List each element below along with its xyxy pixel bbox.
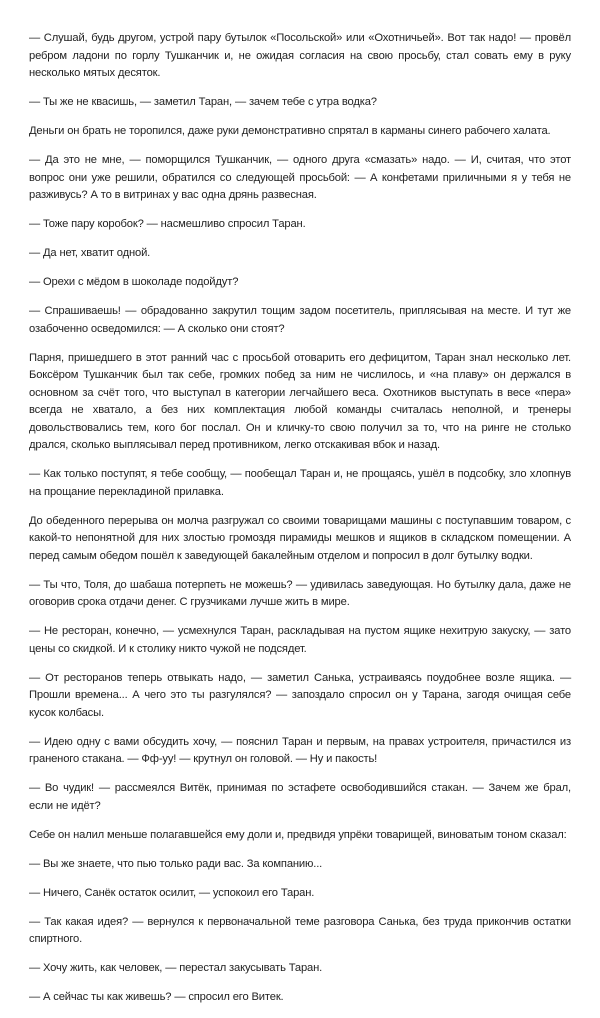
paragraph: — Слушай, будь другом, устрой пару бутылок «Посольской» или «Охотничьей». Вот так надо! — провёл ребром ладони по горлу Тушканчик и, не ожидая согласия на свою просьбу, стал совать ему в руку несколько мятых десяток. [29,32,571,79]
paragraph: — Ты же не квасишь, — заметил Таран, — зачем тебе с утра водка? [29,96,377,108]
paragraph: — Да нет, хватит одной. [29,247,151,259]
paragraph: — Тоже пару коробок? — насмешливо спросил Таран. [29,218,306,230]
paragraph: Деньги он брать не торопился, даже руки демонстративно спрятал в карманы синего рабочего халата. [29,125,551,137]
paragraph: — Во чудик! — рассмеялся Витёк, принимая по эстафете освободившийся стакан. — Зачем же брал, если не идёт? [29,782,571,812]
paragraph: — Орехи с мёдом в шоколаде подойдут? [29,276,239,288]
paragraph: — Да это не мне, — поморщился Тушканчик, — одного друга «смазать» надо. — И, считая, что этот вопрос они уже решили, обратился со следующей просьбой: — А конфетами приличными я у тебя не разживусь? А то в витринах у вас одна дрянь развесная. [29,154,571,201]
paragraph: — Как только поступят, я тебе сообщу, — пообещал Таран и, не прощаясь, ушёл в подсобку, зло хлопнув на прощание перекладиной прилавка. [29,468,571,498]
paragraph: — Вы же знаете, что пью только ради вас. За компанию... [29,857,323,870]
paragraph: — Спрашиваешь! — обрадованно закрутил тощим задом посетитель, приплясывая на месте. И тут же озабоченно осведомился: — А сколько они стоят? [29,305,571,335]
paragraph: — От ресторанов теперь отвыкать надо, — заметил Санька, устраиваясь поудобнее возле ящика. — Прошли времена... А чего это ты разгулялся? — запоздало спросил он у Тарана, загодя очищая себе кусок колбасы. [29,671,571,719]
paragraph: — Хочу жить, как человек, — перестал закусывать Таран. [29,962,323,974]
paragraph: — Так какая идея? — вернулся к первоначальной теме разговора Санька, без труда прикончив остатки спиртного. [29,915,571,945]
document-page [29,30,571,1018]
paragraph: Себе он налил меньше полагавшейся ему доли и, предвидя упрёки товарищей, виноватым тоном сказал: [29,828,567,841]
paragraph: — А сейчас ты как живешь? — спросил его Витек. [29,991,284,1003]
paragraph: — Идею одну с вами обсудить хочу, — пояснил Таран и первым, на правах устроителя, причастился из граненого стакана. — Фф-уу! — крутнул он головой. — Ну и пакость! [29,735,571,765]
paragraph: До обеденного перерыва он молча разгружал со своими товарищами машины с поступавшим товаром, с какой-то непонятной для них злостью громоздя пирамиды мешков и ящиков в складском помещении. А перед самым обедом пошёл к заведующей бакалейным отделом и попросил в долг бутылку водки. [29,514,571,562]
paragraph: — Не ресторан, конечно, — усмехнулся Таран, раскладывая на пустом ящике нехитрую закуску, — зато цены со скидкой. И к столику никто чужой не подсядет. [29,625,571,655]
paragraph: — Ничего, Санёк остаток осилит, — успокоил его Таран. [29,886,315,899]
paragraph: — Ты что, Толя, до шабаша потерпеть не можешь? — удивилась заведующая. Но бутылку дала, даже не оговорив срока отдачи денег. С грузчиками лучше жить в мире. [29,578,571,608]
paragraph: Парня, пришедшего в этот ранний час с просьбой отоварить его дефицитом, Таран знал несколько лет. Боксёром Тушканчик был так себе, громких побед за ним не числилось, и «на плаву» он держался в основном за счёт того, что выступал в категории легчайшего веса. Охотников выступать в весе «пера» всегда не хватало, а без них комплектация любой команды считалась неполной, и тренеры довольствовались тем, кого бог послал. Он и кличку-то свою получил за то, что на ринге не столько дрался, сколько выплясывал перед противником, легко отскакивая вбок и назад. [29,351,571,451]
